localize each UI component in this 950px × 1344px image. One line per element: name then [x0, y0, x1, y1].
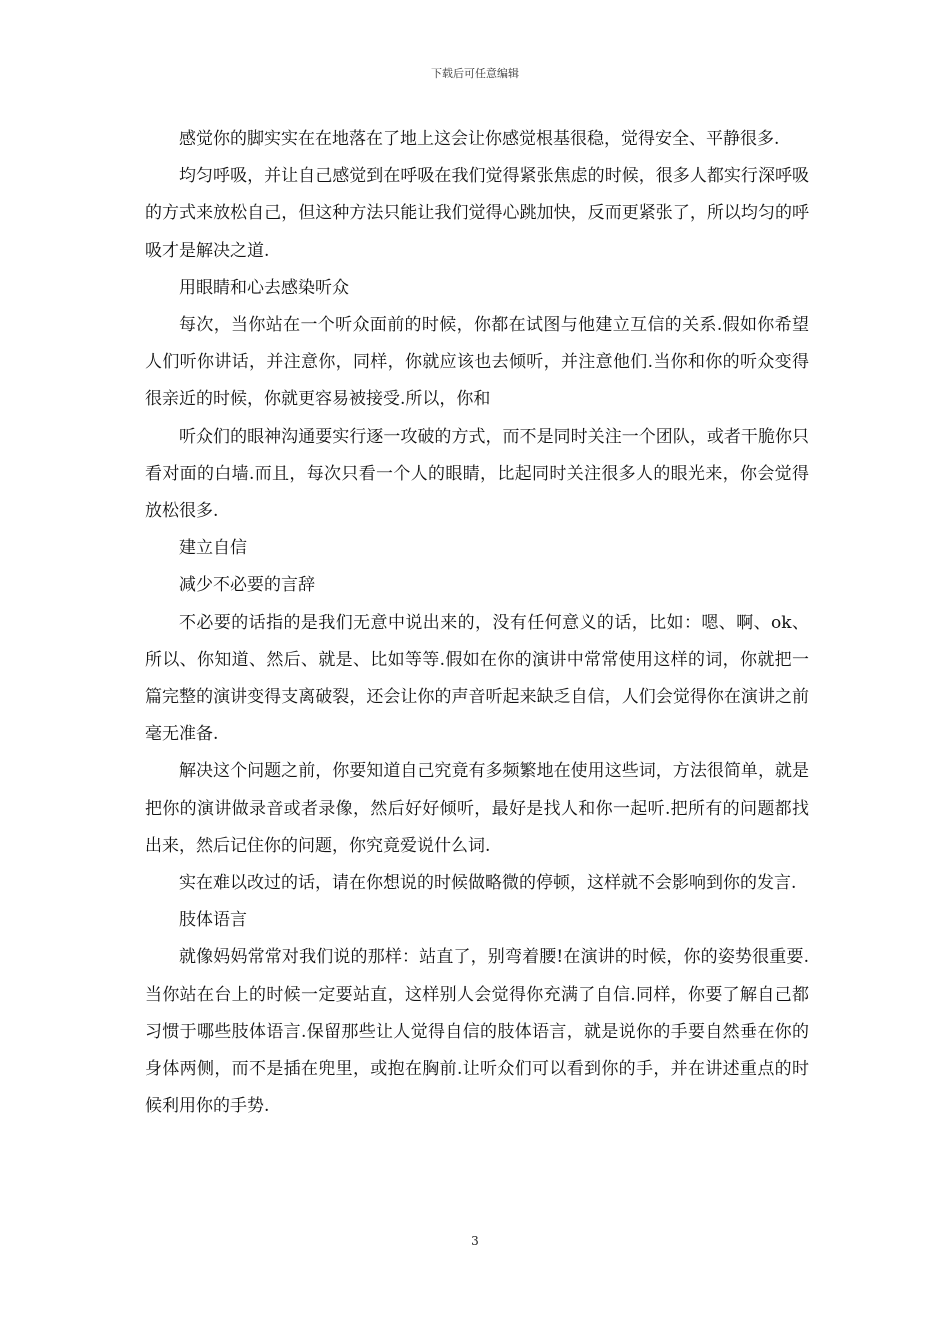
- section-heading: 肢体语言: [179, 910, 247, 931]
- paragraph: 每次，当你站在一个听众面前的时候，你都在试图与他建立互信的关系.假如你希望人们听你讲话，并注意你，同样，你就应该也去倾听，并注意他们.当你和你的听众变得很亲近的时候，你就更容易被接受.所以，你和: [145, 315, 809, 410]
- document-body: [145, 121, 809, 1125]
- paragraph: 不必要的话指的是我们无意中说出来的，没有任何意义的话，比如：嗯、啊、ok、所以、你知道、然后、就是、比如等等.假如在你的演讲中常常使用这样的词，你就把一篇完整的演讲变得支离破裂，还会让你的声音听起来缺乏自信，人们会觉得你在演讲之前毫无准备.: [145, 612, 809, 745]
- section-heading: 用眼睛和心去感染听众: [179, 277, 349, 298]
- paragraph: 听众们的眼神沟通要实行逐一攻破的方式，而不是同时关注一个团队，或者干脆你只看对面的白墙.而且，每次只看一个人的眼睛，比起同时关注很多人的眼光来，你会觉得放松很多.: [145, 426, 809, 522]
- paragraph: 感觉你的脚实实在在地落在了地上这会让你感觉根基很稳，觉得安全、平静很多.: [179, 129, 780, 149]
- section-heading: 减少不必要的言辞: [179, 575, 315, 596]
- paragraph: 就像妈妈常常对我们说的那样：站直了，别弯着腰!在演讲的时候，你的姿势很重要.当你站在台上的时候一定要站直，这样别人会觉得你充满了自信.同样，你要了解自己都习惯于哪些肢体语言.保留那些让人觉得自信的肢体语言，就是说你的手要自然垂在你的身体两侧，而不是插在兜里，或抱在胸前.让听众们可以看到你的手，并在讲述重点的时候利用你的手势.: [145, 947, 809, 1117]
- section-heading: 建立自信: [179, 538, 247, 559]
- paragraph: 实在难以改过的话，请在你想说的时候做略微的停顿，这样就不会影响到你的发言.: [179, 873, 797, 894]
- paragraph: 解决这个问题之前，你要知道自己究竟有多频繁地在使用这些词，方法很简单，就是把你的演讲做录音或者录像，然后好好倾听，最好是找人和你一起听.把所有的问题都找出来，然后记住你的问题，你究竟爱说什么词.: [145, 761, 809, 856]
- page-header: 下载后可任意编辑: [431, 67, 519, 80]
- paragraph: 均匀呼吸，并让自己感觉到在呼吸在我们觉得紧张焦虑的时候，很多人都实行深呼吸的方式来放松自己，但这种方法只能让我们觉得心跳加快，反而更紧张了，所以均匀的呼吸才是解决之道.: [145, 166, 809, 261]
- page-number: 3: [471, 1234, 479, 1248]
